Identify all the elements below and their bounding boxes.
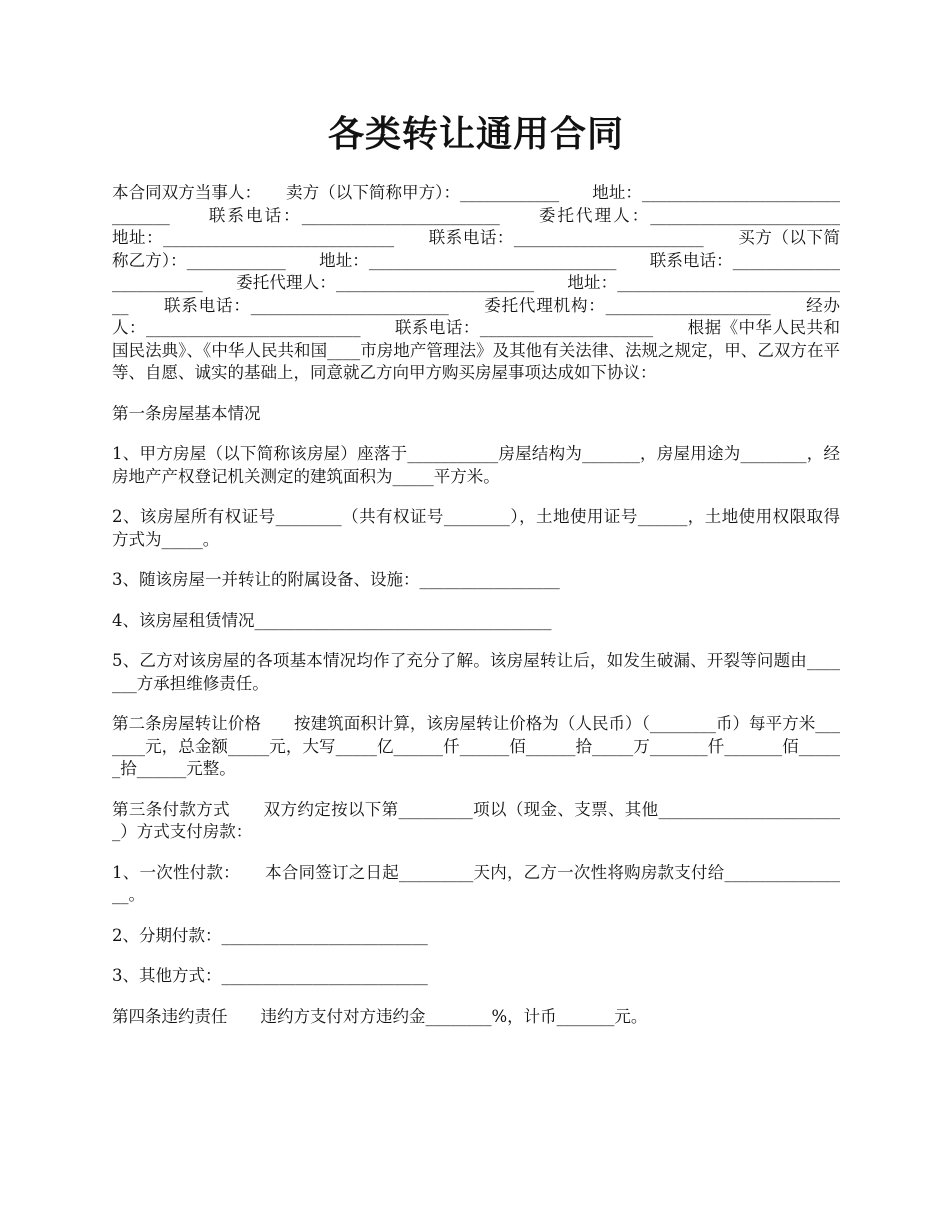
parties-paragraph: 本合同双方当事人： 卖方（以下简称甲方）：____________ 地址：_______________________________ 联系电话：________________________ 委托代理人：_______________________ 地址：____________________________ 联系电话：_______________________ 买方（以下简称乙方）：____________ 地址：______________________________ 联系电话：________________________ 委托代理人：________________________ 地址：_____________________________ 联系电话：________________________ 委托代理机构：____________________ 经办人：__________________________ 联系电话：_____________________ 根据《中华人民共和国民法典》、《中华人民共和国____市房地产管理法》及其他有关法律、法规之规定，甲、乙双方在平等、自愿、诚实的基础上，同意就乙方向甲方购买房屋事项达成如下协议：: [112, 183, 873, 382]
document-title: 各类转让通用合同: [327, 114, 624, 155]
article-3-payment: 第三条付款方式 双方约定按以下第_________项以（现金、支票、其他_______________________）方式支付房款：: [112, 799, 840, 841]
contract-page: [112, 0, 873, 1028]
article-1-clause-1: 1、甲方房屋（以下简称该房屋）座落于___________房屋结构为_______，房屋用途为________，经房地产产权登记机关测定的建筑面积为_____平方米。: [112, 444, 840, 486]
article-3-clause-3: 3、其他方式：_________________________: [112, 966, 428, 985]
article-3-clause-1: 1、一次性付款： 本合同签订之日起_________天内，乙方一次性将购房款支付给________________。: [112, 862, 840, 904]
article-4-liability: 第四条违约责任 违约方支付对方违约金________%，计币_______元。: [112, 1006, 648, 1026]
article-1-clause-4: 4、该房屋租赁情况____________________________________: [112, 610, 552, 630]
article-2-price: 第二条房屋转让价格 按建筑面积计算，该房屋转让价格为（人民币）（________币）每平方米_______元，总金额_____元，大写_____亿______仟______佰______拾_____万_______仟_______佰______拾______元整。: [112, 714, 840, 778]
article-3-clause-2: 2、分期付款：_________________________: [112, 925, 428, 945]
article-1-clause-5: 5、乙方对该房屋的各项基本情况均作了充分了解。该房屋转让后，如发生破漏、开裂等问题由_______方承担维修责任。: [112, 651, 840, 693]
article-1-clause-3: 3、随该房屋一并转让的附属设备、设施：_________________: [112, 570, 560, 589]
article-1-heading: 第一条房屋基本情况: [112, 403, 261, 423]
article-1-clause-2: 2、该房屋所有权证号________（共有权证号________），土地使用证号______，土地使用权限取得方式为_____。: [112, 507, 840, 549]
